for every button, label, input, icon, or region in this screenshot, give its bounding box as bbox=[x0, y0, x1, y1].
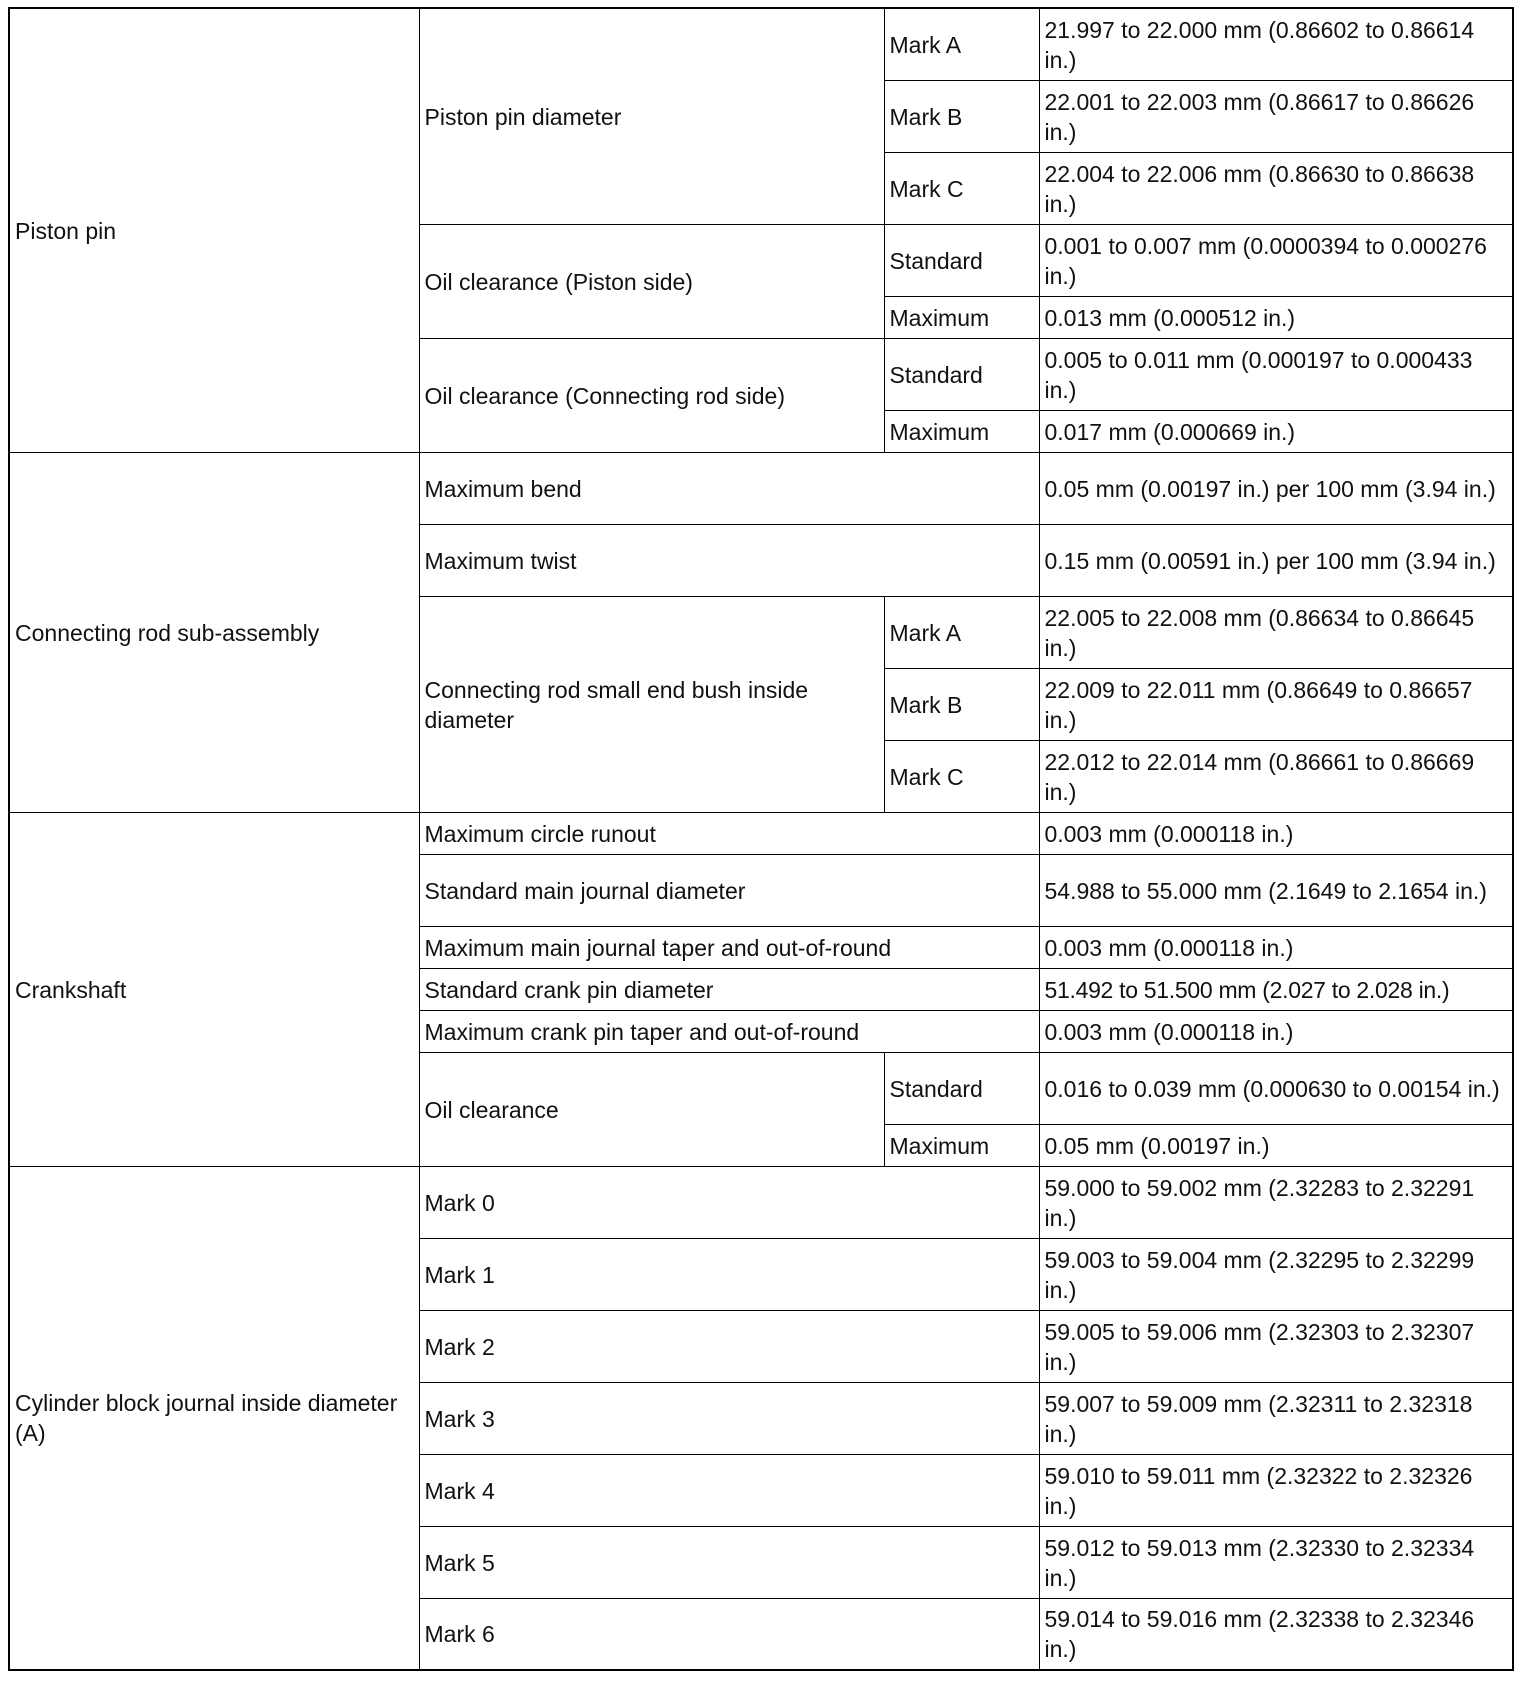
item-label: Mark 0 bbox=[419, 1166, 1039, 1238]
sub-label: Mark B bbox=[884, 80, 1039, 152]
item-label: Oil clearance bbox=[419, 1052, 884, 1166]
spec-value: 59.010 to 59.011 mm (2.32322 to 2.32326 in.) bbox=[1039, 1454, 1513, 1526]
table-row bbox=[9, 812, 1513, 854]
item-label: Maximum bend bbox=[419, 452, 1039, 524]
item-label: Connecting rod small end bush inside diameter bbox=[419, 596, 884, 812]
spec-value: 51.492 to 51.500 mm (2.027 to 2.028 in.) bbox=[1039, 968, 1513, 1010]
item-label: Mark 5 bbox=[419, 1526, 1039, 1598]
item-label: Oil clearance (Connecting rod side) bbox=[419, 338, 884, 452]
sub-label: Mark A bbox=[884, 596, 1039, 668]
item-label: Maximum main journal taper and out-of-round bbox=[419, 926, 1039, 968]
item-label: Maximum twist bbox=[419, 524, 1039, 596]
spec-value: 59.012 to 59.013 mm (2.32330 to 2.32334 in.) bbox=[1039, 1526, 1513, 1598]
sub-label: Standard bbox=[884, 1052, 1039, 1124]
group-label: Piston pin bbox=[9, 8, 419, 452]
table-row bbox=[9, 452, 1513, 524]
group-label: Crankshaft bbox=[9, 812, 419, 1166]
spec-value: 59.005 to 59.006 mm (2.32303 to 2.32307 in.) bbox=[1039, 1310, 1513, 1382]
sub-label: Mark B bbox=[884, 668, 1039, 740]
sub-label: Maximum bbox=[884, 410, 1039, 452]
spec-value: 0.017 mm (0.000669 in.) bbox=[1039, 410, 1513, 452]
spec-value: 0.15 mm (0.00591 in.) per 100 mm (3.94 in.) bbox=[1039, 524, 1513, 596]
item-label: Mark 3 bbox=[419, 1382, 1039, 1454]
item-label: Standard main journal diameter bbox=[419, 854, 1039, 926]
sub-label: Mark C bbox=[884, 152, 1039, 224]
spec-value: 0.003 mm (0.000118 in.) bbox=[1039, 926, 1513, 968]
item-label: Piston pin diameter bbox=[419, 8, 884, 224]
item-label: Mark 1 bbox=[419, 1238, 1039, 1310]
group-label: Connecting rod sub-assembly bbox=[9, 452, 419, 812]
spec-value: 0.05 mm (0.00197 in.) per 100 mm (3.94 in.) bbox=[1039, 452, 1513, 524]
spec-value: 0.005 to 0.011 mm (0.000197 to 0.000433 in.) bbox=[1039, 338, 1513, 410]
sub-label: Standard bbox=[884, 224, 1039, 296]
sub-label: Mark C bbox=[884, 740, 1039, 812]
spec-value: 54.988 to 55.000 mm (2.1649 to 2.1654 in.) bbox=[1039, 854, 1513, 926]
spec-value: 22.004 to 22.006 mm (0.86630 to 0.86638 in.) bbox=[1039, 152, 1513, 224]
sub-label: Maximum bbox=[884, 296, 1039, 338]
spec-value: 22.001 to 22.003 mm (0.86617 to 0.86626 in.) bbox=[1039, 80, 1513, 152]
item-label: Mark 4 bbox=[419, 1454, 1039, 1526]
spec-value: 0.003 mm (0.000118 in.) bbox=[1039, 812, 1513, 854]
spec-value: 22.012 to 22.014 mm (0.86661 to 0.86669 in.) bbox=[1039, 740, 1513, 812]
spec-value: 0.003 mm (0.000118 in.) bbox=[1039, 1010, 1513, 1052]
spec-value: 0.016 to 0.039 mm (0.000630 to 0.00154 in.) bbox=[1039, 1052, 1513, 1124]
table-row bbox=[9, 1166, 1513, 1238]
spec-value: 59.014 to 59.016 mm (2.32338 to 2.32346 in.) bbox=[1039, 1598, 1513, 1670]
spec-value: 21.997 to 22.000 mm (0.86602 to 0.86614 in.) bbox=[1039, 8, 1513, 80]
item-label: Standard crank pin diameter bbox=[419, 968, 1039, 1010]
spec-value: 0.05 mm (0.00197 in.) bbox=[1039, 1124, 1513, 1166]
item-label: Maximum circle runout bbox=[419, 812, 1039, 854]
spec-value: 0.001 to 0.007 mm (0.0000394 to 0.000276 in.) bbox=[1039, 224, 1513, 296]
specification-table bbox=[8, 7, 1514, 1671]
sub-label: Standard bbox=[884, 338, 1039, 410]
sub-label: Mark A bbox=[884, 8, 1039, 80]
spec-value: 22.005 to 22.008 mm (0.86634 to 0.86645 in.) bbox=[1039, 596, 1513, 668]
spec-value: 22.009 to 22.011 mm (0.86649 to 0.86657 in.) bbox=[1039, 668, 1513, 740]
item-label: Maximum crank pin taper and out-of-round bbox=[419, 1010, 1039, 1052]
item-label: Mark 2 bbox=[419, 1310, 1039, 1382]
spec-value: 59.007 to 59.009 mm (2.32311 to 2.32318 in.) bbox=[1039, 1382, 1513, 1454]
item-label: Oil clearance (Piston side) bbox=[419, 224, 884, 338]
spec-value: 0.013 mm (0.000512 in.) bbox=[1039, 296, 1513, 338]
sub-label: Maximum bbox=[884, 1124, 1039, 1166]
spec-value: 59.003 to 59.004 mm (2.32295 to 2.32299 in.) bbox=[1039, 1238, 1513, 1310]
spec-value: 59.000 to 59.002 mm (2.32283 to 2.32291 in.) bbox=[1039, 1166, 1513, 1238]
table-row bbox=[9, 8, 1513, 80]
group-label: Cylinder block journal inside diameter (A) bbox=[9, 1166, 419, 1670]
item-label: Mark 6 bbox=[419, 1598, 1039, 1670]
